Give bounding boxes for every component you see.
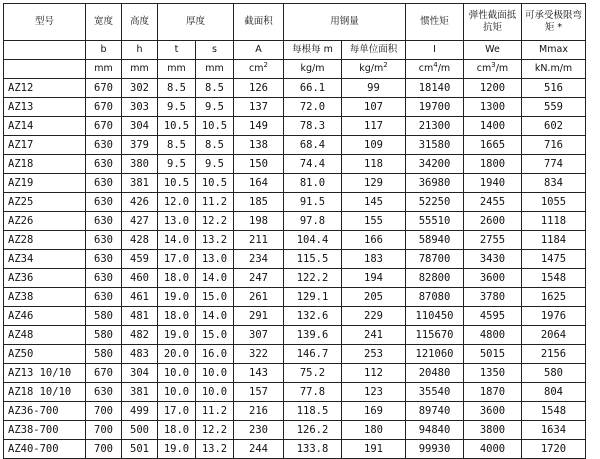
cell-moment: 834 xyxy=(522,174,586,193)
header-row-units xyxy=(4,60,586,79)
cell-moment: 1625 xyxy=(522,288,586,307)
table-row xyxy=(4,383,586,402)
cell-height: 482 xyxy=(122,326,158,345)
cell-thickness-t: 8.5 xyxy=(158,136,196,155)
cell-modulus: 1350 xyxy=(464,364,522,383)
unit-I xyxy=(406,60,464,79)
unit-model xyxy=(4,60,86,79)
cell-height: 428 xyxy=(122,231,158,250)
cell-modulus: 1940 xyxy=(464,174,522,193)
unit-I-exp: 4 xyxy=(433,60,438,69)
header-steel: 用钢量 xyxy=(284,4,406,41)
cell-modulus: 4000 xyxy=(464,440,522,459)
cell-inertia: 82800 xyxy=(406,269,464,288)
table-row xyxy=(4,231,586,250)
unit-t: mm xyxy=(158,60,196,79)
cell-model: AZ36 xyxy=(4,269,86,288)
cell-modulus: 2600 xyxy=(464,212,522,231)
cell-width: 630 xyxy=(86,212,122,231)
cell-width: 630 xyxy=(86,383,122,402)
cell-height: 483 xyxy=(122,345,158,364)
cell-thickness-t: 10.5 xyxy=(158,174,196,193)
cell-inertia: 35540 xyxy=(406,383,464,402)
cell-thickness-t: 9.5 xyxy=(158,155,196,174)
cell-moment: 1118 xyxy=(522,212,586,231)
cell-area: 211 xyxy=(234,231,284,250)
table-row xyxy=(4,117,586,136)
cell-height: 379 xyxy=(122,136,158,155)
cell-modulus: 3600 xyxy=(464,269,522,288)
cell-steel-per-root: 78.3 xyxy=(284,117,342,136)
cell-thickness-s: 10.0 xyxy=(196,364,234,383)
cell-thickness-s: 16.0 xyxy=(196,345,234,364)
cell-inertia: 34200 xyxy=(406,155,464,174)
unit-per-root: kg/m xyxy=(284,60,342,79)
sheet-pile-spec-table xyxy=(3,3,586,459)
unit-s: mm xyxy=(196,60,234,79)
cell-area: 149 xyxy=(234,117,284,136)
cell-model: AZ12 xyxy=(4,79,86,98)
cell-steel-per-area: 129 xyxy=(342,174,406,193)
cell-model: AZ36-700 xyxy=(4,402,86,421)
table-row xyxy=(4,98,586,117)
cell-model: AZ18 xyxy=(4,155,86,174)
unit-per-area-base: kg/m xyxy=(359,63,384,74)
cell-steel-per-root: 75.2 xyxy=(284,364,342,383)
cell-modulus: 3600 xyxy=(464,402,522,421)
cell-thickness-s: 10.0 xyxy=(196,383,234,402)
cell-thickness-t: 19.0 xyxy=(158,440,196,459)
cell-moment: 580 xyxy=(522,364,586,383)
cell-height: 303 xyxy=(122,98,158,117)
cell-modulus: 1400 xyxy=(464,117,522,136)
unit-We xyxy=(464,60,522,79)
cell-thickness-t: 8.5 xyxy=(158,79,196,98)
cell-thickness-s: 11.2 xyxy=(196,402,234,421)
header-width: 宽度 xyxy=(86,4,122,41)
cell-moment: 2156 xyxy=(522,345,586,364)
cell-height: 304 xyxy=(122,364,158,383)
cell-steel-per-area: 183 xyxy=(342,250,406,269)
cell-width: 630 xyxy=(86,269,122,288)
symbol-per-root: 每根每 m xyxy=(284,41,342,60)
cell-thickness-t: 10.5 xyxy=(158,117,196,136)
cell-modulus: 3780 xyxy=(464,288,522,307)
cell-height: 499 xyxy=(122,402,158,421)
cell-area: 138 xyxy=(234,136,284,155)
cell-inertia: 20480 xyxy=(406,364,464,383)
cell-steel-per-area: 229 xyxy=(342,307,406,326)
cell-area: 185 xyxy=(234,193,284,212)
cell-area: 247 xyxy=(234,269,284,288)
cell-thickness-s: 14.0 xyxy=(196,269,234,288)
unit-b: mm xyxy=(86,60,122,79)
header-row-titles xyxy=(4,4,586,41)
cell-model: AZ46 xyxy=(4,307,86,326)
cell-steel-per-area: 107 xyxy=(342,98,406,117)
cell-width: 580 xyxy=(86,307,122,326)
cell-thickness-s: 13.0 xyxy=(196,250,234,269)
cell-steel-per-root: 66.1 xyxy=(284,79,342,98)
cell-steel-per-root: 115.5 xyxy=(284,250,342,269)
cell-width: 670 xyxy=(86,117,122,136)
cell-thickness-s: 15.0 xyxy=(196,326,234,345)
unit-A-base: cm xyxy=(249,63,264,74)
cell-model: AZ40-700 xyxy=(4,440,86,459)
cell-moment: 804 xyxy=(522,383,586,402)
cell-area: 230 xyxy=(234,421,284,440)
cell-modulus: 5015 xyxy=(464,345,522,364)
cell-model: AZ13 xyxy=(4,98,86,117)
cell-thickness-t: 10.0 xyxy=(158,364,196,383)
cell-moment: 1720 xyxy=(522,440,586,459)
cell-inertia: 31580 xyxy=(406,136,464,155)
cell-model: AZ14 xyxy=(4,117,86,136)
unit-I-base: cm xyxy=(418,63,434,74)
cell-width: 580 xyxy=(86,326,122,345)
table-container xyxy=(3,3,586,459)
symbol-t: t xyxy=(158,41,196,60)
cell-thickness-t: 18.0 xyxy=(158,269,196,288)
cell-moment: 774 xyxy=(522,155,586,174)
cell-modulus: 3430 xyxy=(464,250,522,269)
cell-steel-per-area: 99 xyxy=(342,79,406,98)
cell-thickness-t: 9.5 xyxy=(158,98,196,117)
table-row xyxy=(4,402,586,421)
table-row xyxy=(4,307,586,326)
cell-thickness-s: 11.2 xyxy=(196,193,234,212)
cell-inertia: 115670 xyxy=(406,326,464,345)
cell-thickness-s: 12.2 xyxy=(196,212,234,231)
cell-steel-per-area: 145 xyxy=(342,193,406,212)
cell-width: 700 xyxy=(86,421,122,440)
cell-inertia: 55510 xyxy=(406,212,464,231)
cell-modulus: 1665 xyxy=(464,136,522,155)
unit-We-exp: 3 xyxy=(491,60,496,69)
unit-A-exp: 2 xyxy=(263,60,268,69)
cell-area: 143 xyxy=(234,364,284,383)
cell-thickness-t: 20.0 xyxy=(158,345,196,364)
cell-model: AZ19 xyxy=(4,174,86,193)
cell-height: 461 xyxy=(122,288,158,307)
cell-steel-per-area: 155 xyxy=(342,212,406,231)
cell-steel-per-area: 191 xyxy=(342,440,406,459)
cell-steel-per-root: 81.0 xyxy=(284,174,342,193)
cell-thickness-s: 8.5 xyxy=(196,79,234,98)
header-height: 高度 xyxy=(122,4,158,41)
cell-inertia: 78700 xyxy=(406,250,464,269)
cell-width: 700 xyxy=(86,440,122,459)
cell-moment: 602 xyxy=(522,117,586,136)
cell-height: 459 xyxy=(122,250,158,269)
cell-modulus: 4595 xyxy=(464,307,522,326)
cell-moment: 516 xyxy=(522,79,586,98)
cell-inertia: 110450 xyxy=(406,307,464,326)
cell-steel-per-area: 169 xyxy=(342,402,406,421)
cell-steel-per-area: 117 xyxy=(342,117,406,136)
table-row xyxy=(4,269,586,288)
cell-thickness-s: 8.5 xyxy=(196,136,234,155)
cell-steel-per-root: 72.0 xyxy=(284,98,342,117)
cell-width: 670 xyxy=(86,364,122,383)
cell-area: 198 xyxy=(234,212,284,231)
cell-thickness-s: 10.5 xyxy=(196,174,234,193)
cell-width: 630 xyxy=(86,193,122,212)
cell-moment: 2064 xyxy=(522,326,586,345)
cell-height: 426 xyxy=(122,193,158,212)
cell-width: 630 xyxy=(86,136,122,155)
cell-modulus: 1800 xyxy=(464,155,522,174)
unit-Mmax: kN.m/m xyxy=(522,60,586,79)
symbol-Mmax: Mmax xyxy=(522,41,586,60)
table-row xyxy=(4,79,586,98)
cell-area: 307 xyxy=(234,326,284,345)
table-row xyxy=(4,155,586,174)
symbol-A: A xyxy=(234,41,284,60)
cell-width: 670 xyxy=(86,98,122,117)
cell-moment: 1548 xyxy=(522,269,586,288)
table-row xyxy=(4,345,586,364)
cell-thickness-s: 14.0 xyxy=(196,307,234,326)
header-inertia: 惯性矩 xyxy=(406,4,464,41)
cell-width: 670 xyxy=(86,79,122,98)
symbol-h: h xyxy=(122,41,158,60)
cell-height: 304 xyxy=(122,117,158,136)
unit-h: mm xyxy=(122,60,158,79)
cell-thickness-s: 13.2 xyxy=(196,231,234,250)
cell-area: 244 xyxy=(234,440,284,459)
cell-modulus: 4800 xyxy=(464,326,522,345)
cell-area: 261 xyxy=(234,288,284,307)
cell-area: 150 xyxy=(234,155,284,174)
cell-thickness-s: 9.5 xyxy=(196,98,234,117)
cell-steel-per-root: 97.8 xyxy=(284,212,342,231)
cell-height: 500 xyxy=(122,421,158,440)
table-row xyxy=(4,326,586,345)
cell-height: 427 xyxy=(122,212,158,231)
cell-steel-per-root: 133.8 xyxy=(284,440,342,459)
cell-inertia: 121060 xyxy=(406,345,464,364)
cell-thickness-t: 12.0 xyxy=(158,193,196,212)
table-row xyxy=(4,174,586,193)
cell-width: 630 xyxy=(86,174,122,193)
cell-model: AZ34 xyxy=(4,250,86,269)
cell-moment: 716 xyxy=(522,136,586,155)
cell-height: 380 xyxy=(122,155,158,174)
cell-steel-per-area: 194 xyxy=(342,269,406,288)
header-area: 截面积 xyxy=(234,4,284,41)
cell-width: 630 xyxy=(86,250,122,269)
unit-I-tail: /m xyxy=(437,63,451,74)
cell-thickness-t: 14.0 xyxy=(158,231,196,250)
cell-area: 216 xyxy=(234,402,284,421)
cell-model: AZ38 xyxy=(4,288,86,307)
cell-model: AZ28 xyxy=(4,231,86,250)
unit-per-area-exp: 2 xyxy=(383,60,388,69)
cell-model: AZ25 xyxy=(4,193,86,212)
cell-model: AZ13 10/10 xyxy=(4,364,86,383)
cell-model: AZ38-700 xyxy=(4,421,86,440)
cell-steel-per-area: 109 xyxy=(342,136,406,155)
cell-width: 630 xyxy=(86,155,122,174)
cell-moment: 1184 xyxy=(522,231,586,250)
cell-width: 630 xyxy=(86,288,122,307)
cell-area: 164 xyxy=(234,174,284,193)
cell-steel-per-area: 123 xyxy=(342,383,406,402)
cell-modulus: 1300 xyxy=(464,98,522,117)
cell-area: 157 xyxy=(234,383,284,402)
cell-width: 700 xyxy=(86,402,122,421)
cell-inertia: 89740 xyxy=(406,402,464,421)
cell-moment: 559 xyxy=(522,98,586,117)
cell-thickness-t: 10.0 xyxy=(158,383,196,402)
cell-steel-per-root: 77.8 xyxy=(284,383,342,402)
cell-moment: 1475 xyxy=(522,250,586,269)
cell-width: 580 xyxy=(86,345,122,364)
cell-thickness-t: 17.0 xyxy=(158,402,196,421)
cell-steel-per-root: 126.2 xyxy=(284,421,342,440)
cell-steel-per-root: 68.4 xyxy=(284,136,342,155)
unit-We-base: cm xyxy=(476,63,492,74)
header-row-symbols xyxy=(4,41,586,60)
cell-model: AZ18 10/10 xyxy=(4,383,86,402)
cell-steel-per-area: 253 xyxy=(342,345,406,364)
cell-inertia: 21300 xyxy=(406,117,464,136)
cell-moment: 1634 xyxy=(522,421,586,440)
cell-area: 234 xyxy=(234,250,284,269)
header-modulus: 弹性截面抵抗矩 xyxy=(464,4,522,41)
table-row xyxy=(4,212,586,231)
cell-thickness-s: 12.2 xyxy=(196,421,234,440)
cell-steel-per-root: 74.4 xyxy=(284,155,342,174)
table-row xyxy=(4,440,586,459)
table-row xyxy=(4,288,586,307)
cell-inertia: 58940 xyxy=(406,231,464,250)
cell-model: AZ26 xyxy=(4,212,86,231)
cell-model: AZ17 xyxy=(4,136,86,155)
cell-thickness-s: 9.5 xyxy=(196,155,234,174)
cell-thickness-t: 13.0 xyxy=(158,212,196,231)
symbol-per-area: 每单位面积 xyxy=(342,41,406,60)
cell-model: AZ50 xyxy=(4,345,86,364)
table-row xyxy=(4,421,586,440)
unit-per-area xyxy=(342,60,406,79)
cell-steel-per-area: 180 xyxy=(342,421,406,440)
cell-height: 481 xyxy=(122,307,158,326)
symbol-We: We xyxy=(464,41,522,60)
cell-inertia: 36980 xyxy=(406,174,464,193)
cell-steel-per-area: 241 xyxy=(342,326,406,345)
table-row xyxy=(4,364,586,383)
cell-area: 126 xyxy=(234,79,284,98)
cell-modulus: 2455 xyxy=(464,193,522,212)
cell-thickness-s: 15.0 xyxy=(196,288,234,307)
cell-steel-per-root: 139.6 xyxy=(284,326,342,345)
cell-height: 381 xyxy=(122,383,158,402)
cell-steel-per-root: 146.7 xyxy=(284,345,342,364)
cell-steel-per-root: 122.2 xyxy=(284,269,342,288)
cell-thickness-t: 17.0 xyxy=(158,250,196,269)
cell-area: 137 xyxy=(234,98,284,117)
unit-We-tail: /m xyxy=(495,63,509,74)
cell-inertia: 87080 xyxy=(406,288,464,307)
cell-modulus: 1870 xyxy=(464,383,522,402)
cell-inertia: 94840 xyxy=(406,421,464,440)
cell-inertia: 52250 xyxy=(406,193,464,212)
symbol-s: s xyxy=(196,41,234,60)
cell-thickness-s: 13.2 xyxy=(196,440,234,459)
cell-moment: 1055 xyxy=(522,193,586,212)
cell-steel-per-area: 166 xyxy=(342,231,406,250)
cell-moment: 1548 xyxy=(522,402,586,421)
unit-A xyxy=(234,60,284,79)
cell-inertia: 19700 xyxy=(406,98,464,117)
header-thickness: 厚度 xyxy=(158,4,234,41)
cell-width: 630 xyxy=(86,231,122,250)
cell-height: 302 xyxy=(122,79,158,98)
cell-modulus: 1200 xyxy=(464,79,522,98)
cell-steel-per-area: 205 xyxy=(342,288,406,307)
table-row xyxy=(4,250,586,269)
symbol-b: b xyxy=(86,41,122,60)
cell-area: 291 xyxy=(234,307,284,326)
cell-thickness-t: 19.0 xyxy=(158,326,196,345)
cell-thickness-t: 18.0 xyxy=(158,307,196,326)
cell-moment: 1976 xyxy=(522,307,586,326)
cell-height: 501 xyxy=(122,440,158,459)
cell-steel-per-area: 112 xyxy=(342,364,406,383)
table-row xyxy=(4,136,586,155)
header-moment: 可承受极限弯矩 * xyxy=(522,4,586,41)
cell-thickness-t: 18.0 xyxy=(158,421,196,440)
cell-area: 322 xyxy=(234,345,284,364)
cell-steel-per-area: 118 xyxy=(342,155,406,174)
cell-steel-per-root: 129.1 xyxy=(284,288,342,307)
cell-modulus: 3800 xyxy=(464,421,522,440)
cell-steel-per-root: 132.6 xyxy=(284,307,342,326)
cell-inertia: 99930 xyxy=(406,440,464,459)
symbol-I: I xyxy=(406,41,464,60)
cell-steel-per-root: 118.5 xyxy=(284,402,342,421)
header-model: 型号 xyxy=(4,4,86,41)
cell-steel-per-root: 91.5 xyxy=(284,193,342,212)
cell-inertia: 18140 xyxy=(406,79,464,98)
symbol-model xyxy=(4,41,86,60)
cell-steel-per-root: 104.4 xyxy=(284,231,342,250)
cell-height: 460 xyxy=(122,269,158,288)
cell-thickness-s: 10.5 xyxy=(196,117,234,136)
cell-thickness-t: 19.0 xyxy=(158,288,196,307)
table-row xyxy=(4,193,586,212)
cell-height: 381 xyxy=(122,174,158,193)
cell-model: AZ48 xyxy=(4,326,86,345)
cell-modulus: 2755 xyxy=(464,231,522,250)
